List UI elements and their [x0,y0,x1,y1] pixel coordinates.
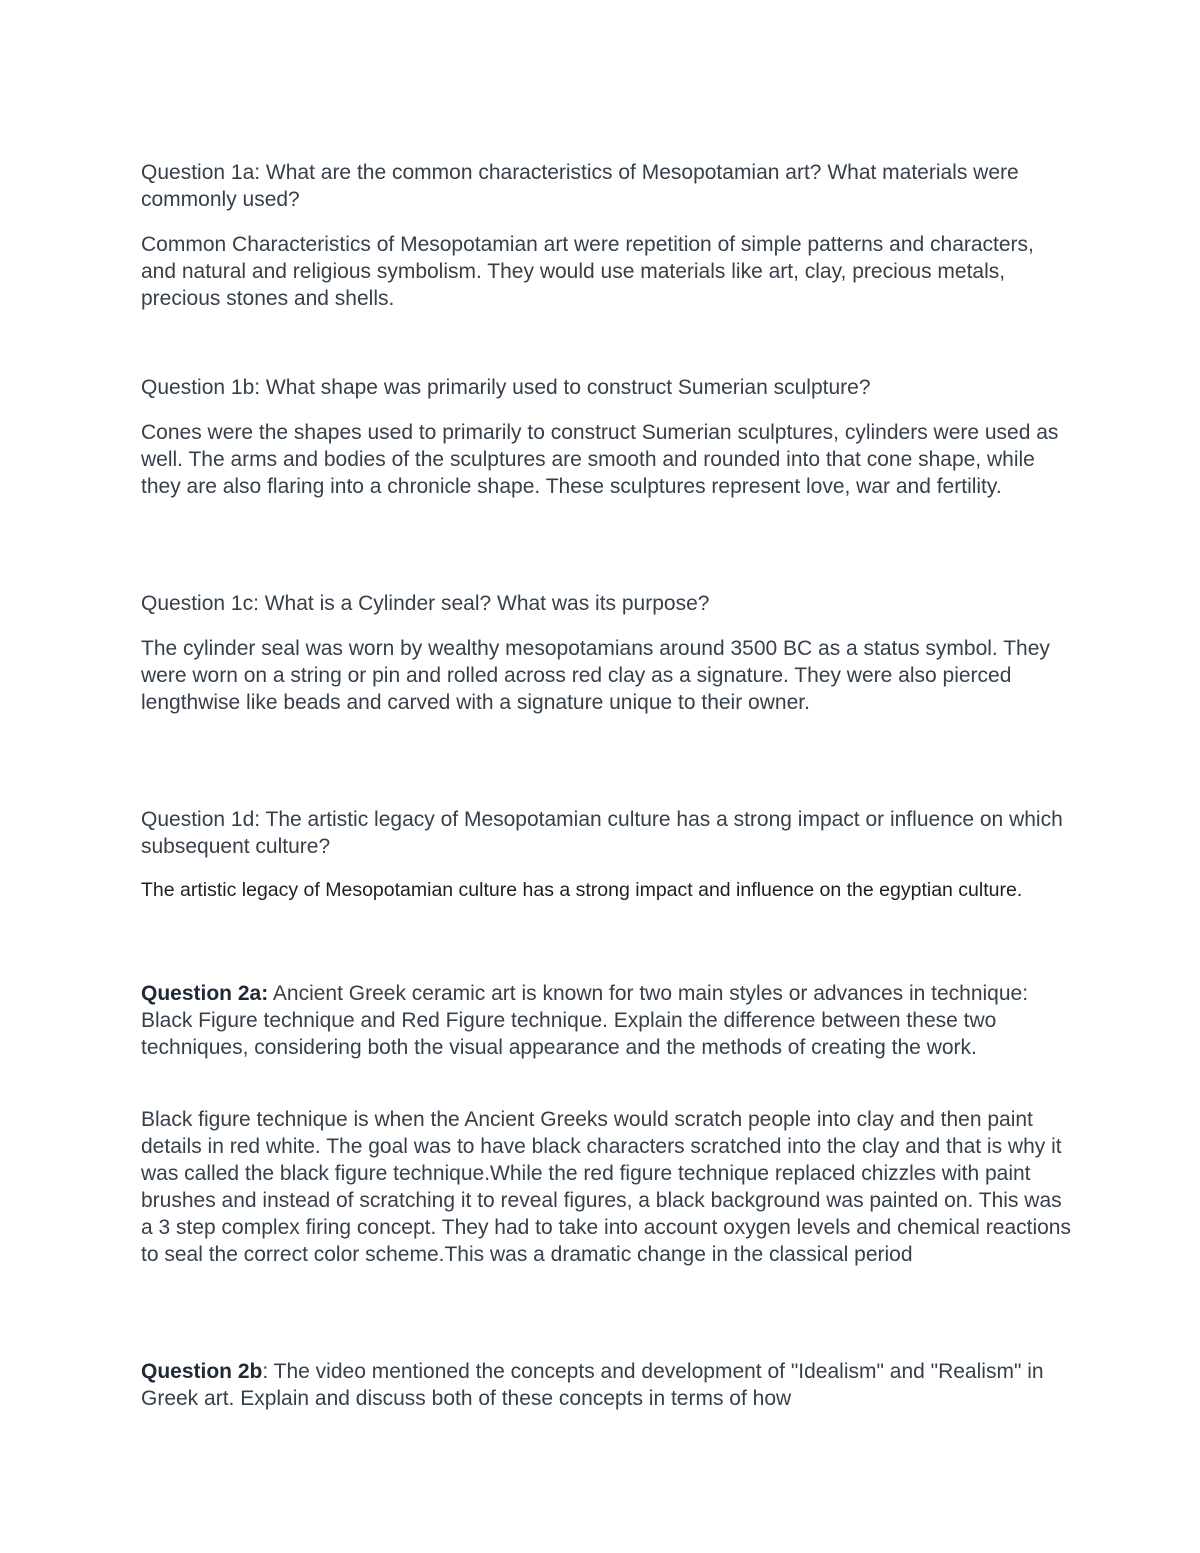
question-2b-label: Question 2b [141,1360,263,1383]
question-2a-label: Question 2a: [141,982,269,1005]
question-1b: Question 1b: What shape was primarily used to construct Sumerian sculpture? [141,376,871,399]
answer-1c: The cylinder seal was worn by wealthy mesopotamians around 3500 BC as a status symbol. They were worn on a string or pin and rolled across red clay as a signature. They were also pierced lengthwise like beads and carved with a signature unique to their owner. [141,637,1050,714]
question-1d: Question 1d: The artistic legacy of Mesopotamian culture has a strong impact or influence on which subsequent culture? [141,808,1063,858]
answer-1d: The artistic legacy of Mesopotamian culture has a strong impact and influence on the egyptian culture. [141,879,1023,901]
answer-2a: Black figure technique is when the Ancient Greeks would scratch people into clay and then paint details in red white. The goal was to have black characters scratched into the clay and that is why it was called the black figure technique.While the red figure technique replaced chizzles with paint brushes and instead of scratching it to reveal figures, a black background was painted on. This was a 3 step complex firing concept. They had to take into account oxygen levels and chemical reactions to seal the correct color scheme.This was a dramatic change in the classical period [141,1108,1071,1266]
question-2b-text: : The video mentioned the concepts and development of "Idealism" and "Realism" in Greek art. Explain and discuss both of these concepts in terms of how [141,1360,1044,1410]
question-2a [141,980,1071,1061]
question-2a-text: Ancient Greek ceramic art is known for two main styles or advances in technique: Black Figure technique and Red Figure technique. Explain the difference between these two techniques, considering both the visual appearance and the methods of creating the work. [141,982,1029,1059]
answer-1a: Common Characteristics of Mesopotamian art were repetition of simple patterns and characters, and natural and religious symbolism. They would use materials like art, clay, precious metals, precious stones and shells. [141,233,1034,310]
question-2b [141,1358,1071,1412]
answer-1b: Cones were the shapes used to primarily to construct Sumerian sculptures, cylinders were used as well. The arms and bodies of the sculptures are smooth and rounded into that cone shape, while they are also flaring into a chronicle shape. These sculptures represent love, war and fertility. [141,421,1059,498]
question-1c: Question 1c: What is a Cylinder seal? What was its purpose? [141,592,710,615]
question-1a: Question 1a: What are the common characteristics of Mesopotamian art? What materials were commonly used? [141,161,1019,211]
